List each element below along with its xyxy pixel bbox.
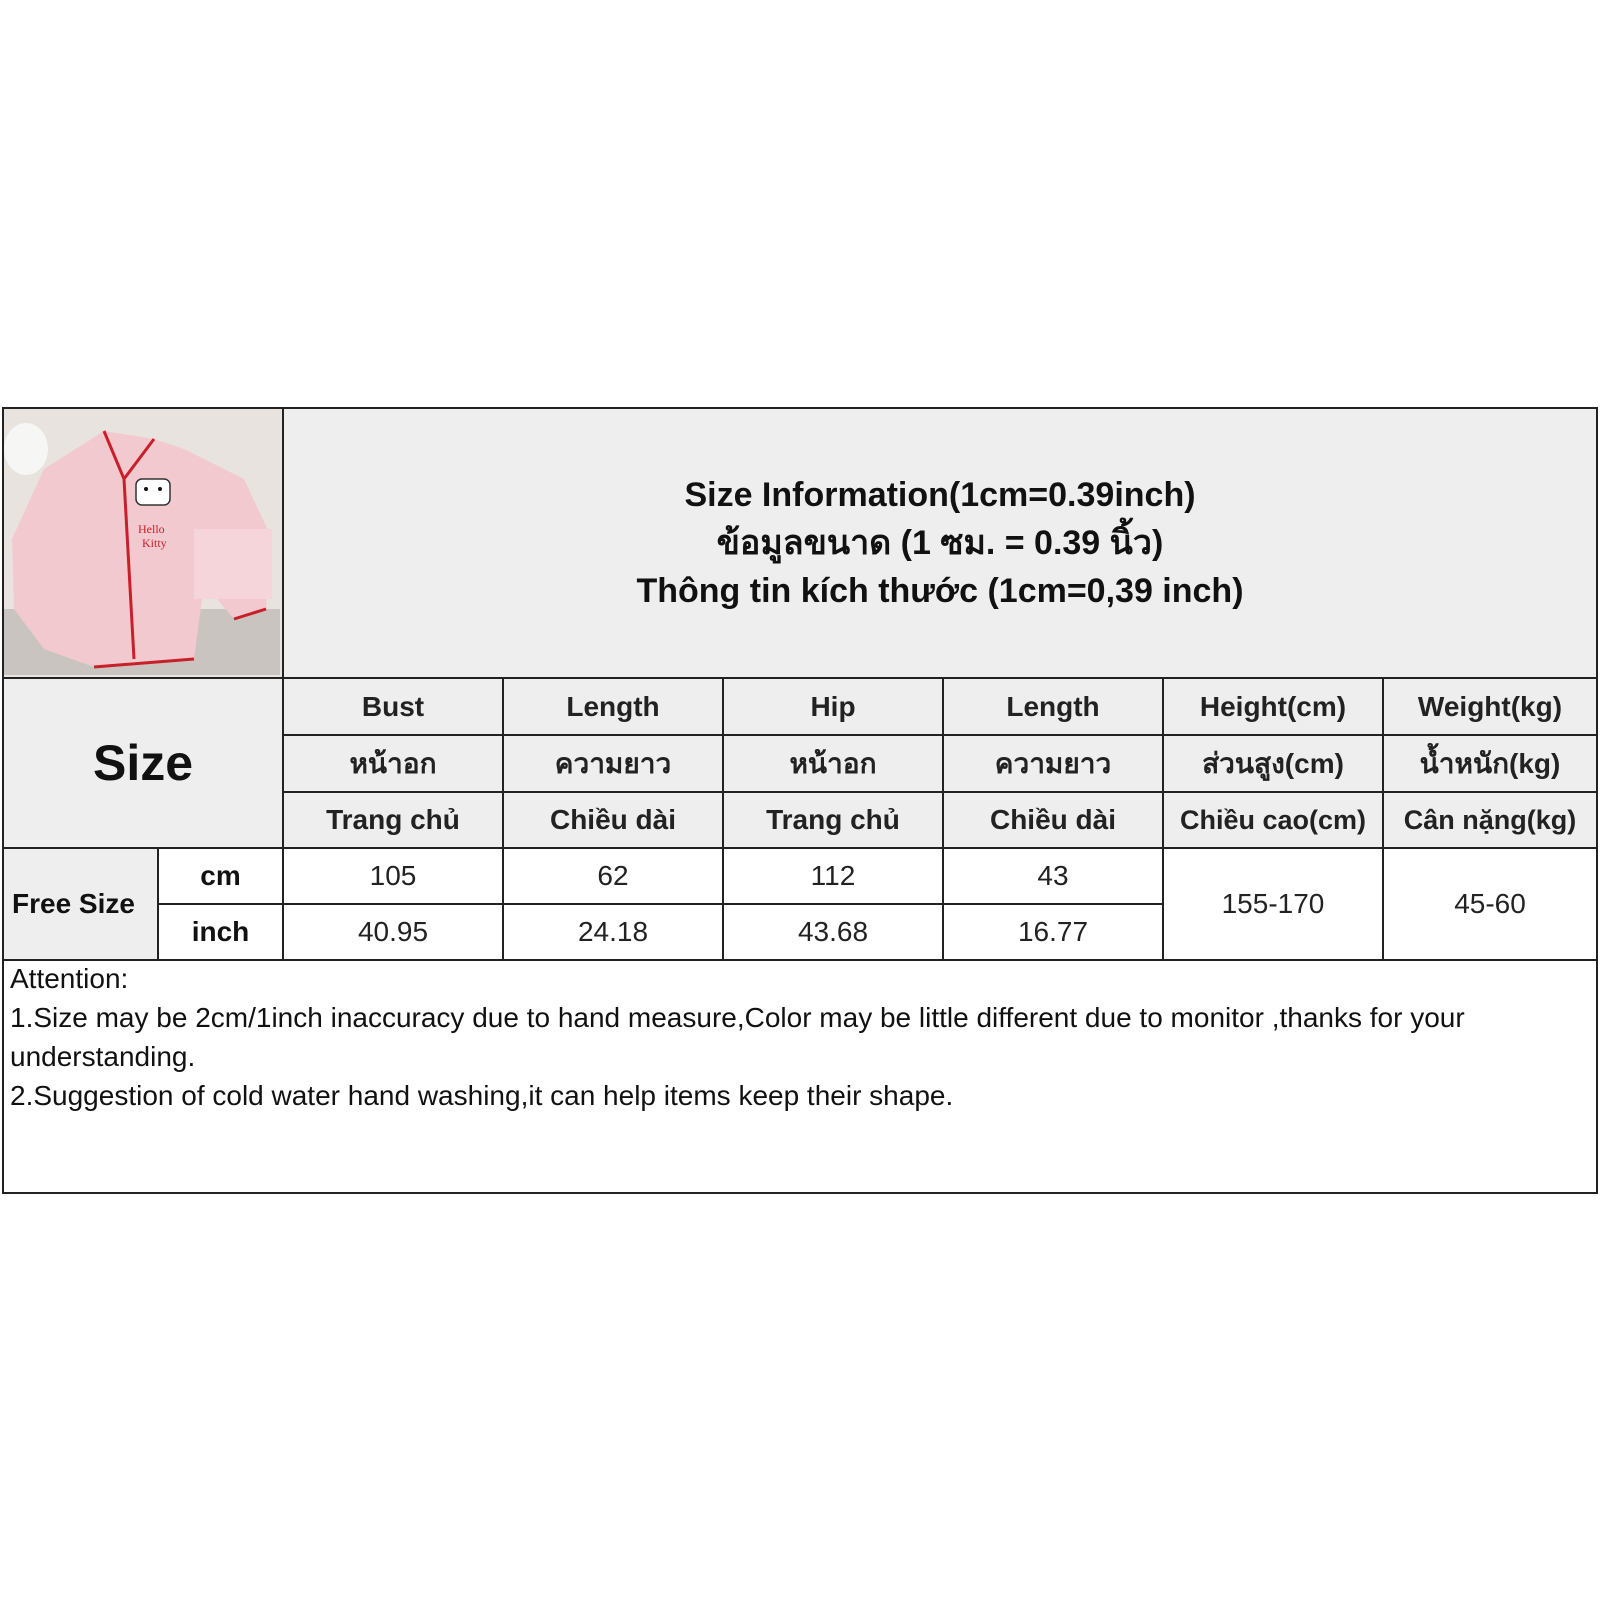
attention-note-1: 1.Size may be 2cm/1inch inaccuracy due to hand measure,Color may be little different due to monitor ,thanks for your understanding. (10, 1002, 1465, 1072)
col-hip-en: Hip (724, 679, 944, 736)
attention-notes (10, 959, 1590, 1115)
size-chart (2, 407, 1598, 1194)
cell-hip-inch: 43.68 (724, 905, 944, 961)
cell-hip-cm: 112 (724, 849, 944, 905)
cell-weight-range: 45-60 (1384, 849, 1596, 961)
cell-length2-cm: 43 (944, 849, 1164, 905)
row-label-free-size: Free Size (4, 849, 159, 961)
cell-length2-inch: 16.77 (944, 905, 1164, 961)
attention-heading: Attention: (10, 963, 129, 994)
col-length-en: Length (504, 679, 724, 736)
col-height-th: ส่วนสูง(cm) (1164, 736, 1384, 793)
col-weight-th: น้ำหนัก(kg) (1384, 736, 1596, 793)
pajama-photo-icon (4, 409, 280, 675)
unit-inch: inch (159, 905, 284, 961)
unit-cm: cm (159, 849, 284, 905)
col-length-th: ความยาว (504, 736, 724, 793)
cell-length-inch: 24.18 (504, 905, 724, 961)
col-bust-th: หน้าอก (284, 736, 504, 793)
col-weight-en: Weight(kg) (1384, 679, 1596, 736)
title-vietnamese: Thông tin kích thước (1cm=0,39 inch) (636, 572, 1244, 610)
cell-bust-inch: 40.95 (284, 905, 504, 961)
col-length-vi: Chiều dài (504, 793, 724, 849)
product-photo (4, 409, 284, 679)
title-thai: ข้อมูลขนาด (1 ซม. = 0.39 นิ้ว) (716, 524, 1164, 562)
size-label: Size (4, 679, 284, 849)
svg-text:Kitty: Kitty (142, 536, 167, 550)
col-bust-vi: Trang chủ (284, 793, 504, 849)
col-length2-vi: Chiều dài (944, 793, 1164, 849)
col-bust-en: Bust (284, 679, 504, 736)
col-height-en: Height(cm) (1164, 679, 1384, 736)
cell-bust-cm: 105 (284, 849, 504, 905)
cell-length-cm: 62 (504, 849, 724, 905)
cell-height-range: 155-170 (1164, 849, 1384, 961)
svg-text:Hello: Hello (138, 522, 165, 536)
col-hip-th: หน้าอก (724, 736, 944, 793)
col-hip-vi: Trang chủ (724, 793, 944, 849)
col-length2-th: ความยาว (944, 736, 1164, 793)
col-length2-en: Length (944, 679, 1164, 736)
col-weight-vi: Cân nặng(kg) (1384, 793, 1596, 849)
attention-note-2: 2.Suggestion of cold water hand washing,it can help items keep their shape. (10, 1080, 954, 1111)
col-height-vi: Chiều cao(cm) (1164, 793, 1384, 849)
title-block (284, 409, 1596, 679)
title-english: Size Information(1cm=0.39inch) (684, 476, 1196, 514)
